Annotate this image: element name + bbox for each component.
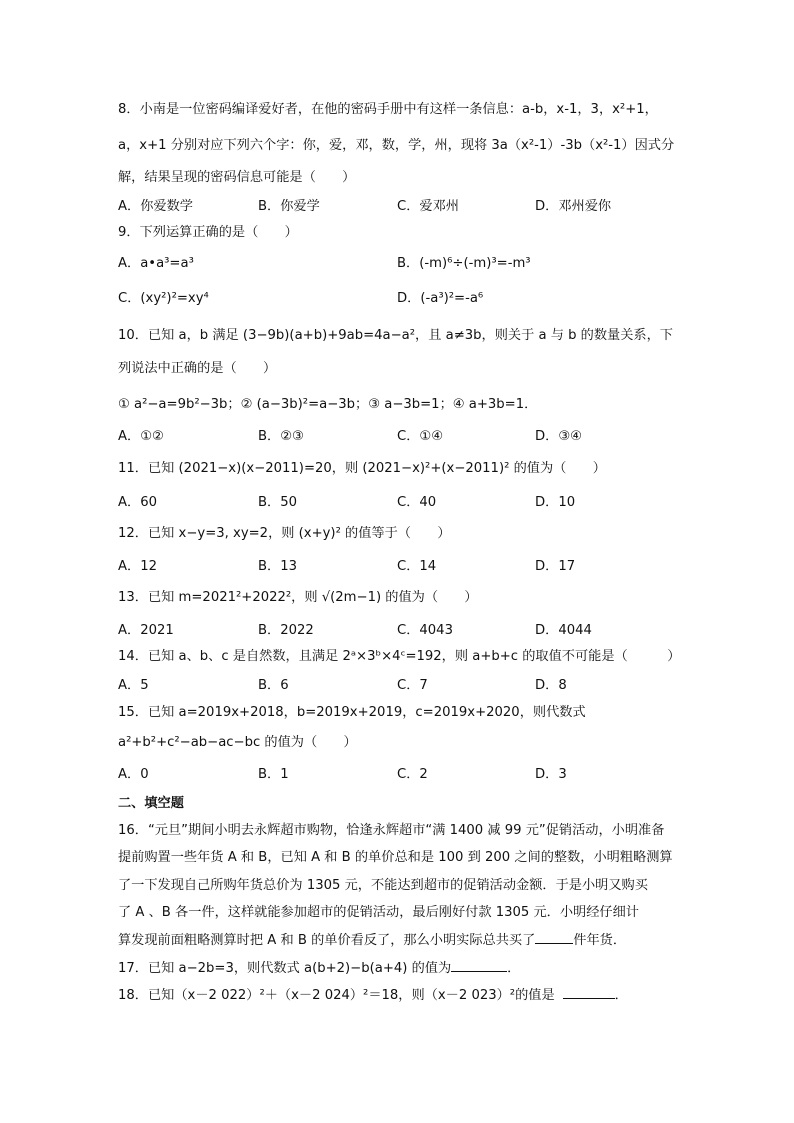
q8-options [118, 198, 678, 216]
q8-line-1: 8．小南是一位密码编译爱好者，在他的密码手册中有这样一条信息：a-b，x-1，3，x²+1， [118, 102, 658, 117]
q9-stem: 9．下列运算正确的是（ ） [118, 225, 298, 240]
q12-stem: 12．已知 x−y=3, xy=2，则 (x+y)² 的值等于（ ） [118, 526, 451, 541]
q17-tail: ． [507, 961, 521, 976]
q16-line-2: 提前购置一些年货 A 和 B，已知 A 和 B 的单价总和是 100 到 200 之间的整数，小明粗略测算 [118, 850, 673, 865]
q12-option-c[interactable]: C．14 [397, 559, 437, 574]
q14-options [118, 677, 678, 695]
q9-option-a[interactable]: A．a•a³=a³ [118, 256, 194, 271]
q14-option-a[interactable]: A．5 [118, 678, 149, 693]
q13-stem: 13．已知 m=2021²+2022²，则 √(2m−1) 的值为（ ） [118, 590, 478, 605]
q13-option-b[interactable]: B．2022 [258, 623, 314, 638]
q10-line-2: 列说法中正确的是（ ） [118, 361, 277, 376]
q11-option-a[interactable]: A．60 [118, 495, 157, 510]
q16-line-5-text: 算发现前面粗略测算时把 A 和 B 的单价看反了，那么小明实际总共买了 [118, 933, 536, 948]
q16-line-3: 了一下发现自己所购年货总价为 1305 元，不能达到超市的促销活动金额．于是小明又购买 [118, 878, 648, 893]
q13-option-c[interactable]: C．4043 [397, 623, 453, 638]
q10-line-1: 10．已知 a，b 满足 (3−9b)(a+b)+9ab=4a−a²，且 a≠3b，则关于 a 与 b 的数量关系，下 [118, 328, 673, 343]
q9-option-c[interactable]: C．(xy²)²=xy⁴ [118, 291, 209, 306]
q15-line-2: a²+b²+c²−ab−ac−bc 的值为（ ） [118, 735, 357, 750]
q9-options-row-1 [118, 255, 678, 273]
q12-options [118, 558, 678, 576]
q14-option-b[interactable]: B．6 [258, 678, 289, 693]
q18-tail: ． [614, 988, 628, 1003]
q11-stem: 11．已知 (2021−x)(x−2011)=20，则 (2021−x)²+(x−2011)² 的值为（ ） [118, 461, 606, 476]
q17-stem: 17．已知 a−2b=3，则代数式 a(b+2)−b(a+4) 的值为 [118, 961, 452, 976]
q18-answer-blank[interactable] [563, 986, 615, 999]
q12-option-d[interactable]: D．17 [535, 559, 576, 574]
q10-line-3: ① a²−a=9b²−3b；② (a−3b)²=a−3b；③ a−3b=1；④ a+3b=1． [118, 397, 538, 412]
q10-option-c[interactable]: C．①④ [397, 429, 444, 444]
section-title-fill-in: 二、填空题 [118, 796, 184, 811]
q15-option-b[interactable]: B．1 [258, 767, 289, 782]
q14-option-c[interactable]: C．7 [397, 678, 428, 693]
q8-option-d[interactable]: D．邓州爱你 [535, 199, 612, 214]
q16-line-4: 了 A 、B 各一件，这样就能参加超市的促销活动，最后刚好付款 1305 元．小明经仔细计 [118, 905, 639, 920]
q14-stem: 14．已知 a、b、c 是自然数，且满足 2ᵃ×3ᵇ×4ᶜ=192，则 a+b+c 的取值不可能是（ ） [118, 649, 681, 664]
q18-stem: 18．已知（x－2 022）²＋（x－2 024）²＝18，则（x－2 023）²的值是 [118, 988, 555, 1003]
q10-option-a[interactable]: A．①② [118, 429, 164, 444]
q13-options [118, 622, 678, 640]
q8-line-3: 解，结果呈现的密码信息可能是（ ） [118, 170, 356, 185]
q16-line-1: 16．“元旦”期间小明去永辉超市购物，恰逢永辉超市“满 1400 减 99 元”促销活动，小明准备 [118, 823, 665, 838]
q15-line-1: 15．已知 a=2019x+2018，b=2019x+2019，c=2019x+2020，则代数式 [118, 705, 586, 720]
q10-options [118, 428, 678, 446]
q10-option-d[interactable]: D．③④ [535, 429, 582, 444]
q18-line [118, 986, 678, 1005]
q16-line-5 [118, 931, 678, 950]
q14-option-d[interactable]: D．8 [535, 678, 567, 693]
q12-option-b[interactable]: B．13 [258, 559, 298, 574]
q13-option-d[interactable]: D．4044 [535, 623, 592, 638]
q17-answer-blank[interactable] [451, 959, 507, 972]
q12-option-a[interactable]: A．12 [118, 559, 157, 574]
q11-option-c[interactable]: C．40 [397, 495, 437, 510]
q16-answer-blank[interactable] [535, 931, 573, 944]
q8-line-2: a，x+1 分别对应下列六个字：你，爱，邓，数，学，州，现将 3a（x²-1）-3b（x²-1）因式分 [118, 138, 675, 153]
q9-option-b[interactable]: B．(-m)⁶÷(-m)³=-m³ [397, 256, 531, 271]
q15-options [118, 766, 678, 784]
q15-option-a[interactable]: A．0 [118, 767, 149, 782]
q15-option-d[interactable]: D．3 [535, 767, 567, 782]
q16-line-5-tail: 件年货． [573, 933, 627, 948]
q8-option-a[interactable]: A．你爱数学 [118, 199, 193, 214]
q15-option-c[interactable]: C．2 [397, 767, 428, 782]
q11-option-d[interactable]: D．10 [535, 495, 576, 510]
q10-option-b[interactable]: B．②③ [258, 429, 304, 444]
q8-option-c[interactable]: C．爱邓州 [397, 199, 459, 214]
q11-option-b[interactable]: B．50 [258, 495, 298, 510]
q8-option-b[interactable]: B．你爱学 [258, 199, 320, 214]
q17-line [118, 959, 678, 978]
q9-options-row-2 [118, 290, 678, 308]
q11-options [118, 494, 678, 512]
q9-option-d[interactable]: D．(-a³)²=-a⁶ [397, 291, 484, 306]
q13-option-a[interactable]: A．2021 [118, 623, 174, 638]
